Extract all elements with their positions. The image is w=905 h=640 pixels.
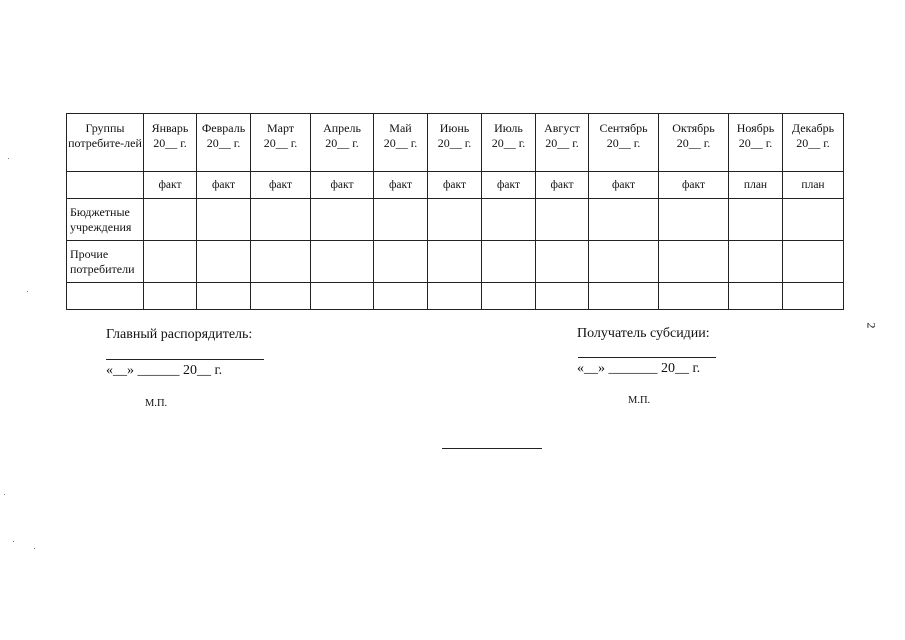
data-cell bbox=[428, 241, 482, 283]
data-cell bbox=[729, 241, 783, 283]
scan-speck bbox=[34, 548, 35, 549]
table-row bbox=[67, 283, 844, 310]
data-cell bbox=[783, 241, 844, 283]
month-header-apr: Апрель 20__ г. bbox=[311, 114, 374, 172]
subheader-cell: факт bbox=[659, 172, 729, 199]
date-line-left: «__» ______ 20__ г. bbox=[106, 363, 223, 378]
data-cell bbox=[589, 283, 659, 310]
subheader-cell: факт bbox=[197, 172, 251, 199]
data-cell bbox=[589, 241, 659, 283]
data-cell bbox=[659, 283, 729, 310]
data-cell bbox=[144, 283, 197, 310]
month-header-jul: Июль 20__ г. bbox=[482, 114, 536, 172]
month-header-feb: Февраль 20__ г. bbox=[197, 114, 251, 172]
month-header-jan: Январь 20__ г. bbox=[144, 114, 197, 172]
stamp-mark-right: М.П. bbox=[628, 395, 651, 406]
data-cell bbox=[251, 283, 311, 310]
subheader-cell: факт bbox=[589, 172, 659, 199]
data-cell bbox=[374, 199, 428, 241]
subsidy-recipient-label: Получатель субсидии: bbox=[577, 326, 710, 341]
data-cell bbox=[197, 283, 251, 310]
data-cell bbox=[729, 283, 783, 310]
data-cell bbox=[482, 283, 536, 310]
data-cell bbox=[374, 283, 428, 310]
data-cell bbox=[144, 199, 197, 241]
data-cell bbox=[482, 199, 536, 241]
data-cell bbox=[374, 241, 428, 283]
table-row bbox=[67, 199, 844, 241]
data-cell bbox=[659, 199, 729, 241]
month-header-dec: Декабрь 20__ г. bbox=[783, 114, 844, 172]
date-line-right: «__» _______ 20__ г. bbox=[577, 361, 701, 376]
subheader-cell: факт bbox=[311, 172, 374, 199]
data-cell bbox=[311, 199, 374, 241]
subheader-cell: факт bbox=[428, 172, 482, 199]
table-row bbox=[67, 241, 844, 283]
month-header-row bbox=[67, 114, 844, 172]
consumption-table bbox=[66, 113, 844, 310]
month-header-mar: Март 20__ г. bbox=[251, 114, 311, 172]
separator-line bbox=[442, 448, 542, 449]
month-header-aug: Август 20__ г. bbox=[536, 114, 589, 172]
data-cell bbox=[536, 283, 589, 310]
page-number: 2 bbox=[864, 322, 879, 329]
data-cell bbox=[311, 283, 374, 310]
data-cell bbox=[428, 283, 482, 310]
subheader-cell: план bbox=[729, 172, 783, 199]
row-label-budget-institutions: Бюджетные учреждения bbox=[67, 199, 144, 241]
data-cell bbox=[729, 199, 783, 241]
data-cell bbox=[197, 241, 251, 283]
data-cell bbox=[482, 241, 536, 283]
signature-line bbox=[106, 359, 264, 360]
month-header-jun: Июнь 20__ г. bbox=[428, 114, 482, 172]
subheader-cell: факт bbox=[251, 172, 311, 199]
subheader-cell: факт bbox=[482, 172, 536, 199]
fact-plan-row bbox=[67, 172, 844, 199]
data-cell bbox=[783, 283, 844, 310]
data-cell bbox=[428, 199, 482, 241]
signature-line bbox=[578, 357, 716, 358]
consumer-groups-header: Группы потребите-лей bbox=[67, 114, 144, 172]
subheader-cell: факт bbox=[536, 172, 589, 199]
month-header-nov: Ноябрь 20__ г. bbox=[729, 114, 783, 172]
data-cell bbox=[197, 199, 251, 241]
month-header-sep: Сентябрь 20__ г. bbox=[589, 114, 659, 172]
stamp-mark-left: М.П. bbox=[145, 398, 168, 409]
scan-speck bbox=[13, 541, 14, 542]
data-cell bbox=[311, 241, 374, 283]
subheader-cell: факт bbox=[374, 172, 428, 199]
data-cell bbox=[659, 241, 729, 283]
row-label-other-consumers: Прочие потребители bbox=[67, 241, 144, 283]
scan-speck bbox=[8, 158, 9, 159]
data-cell bbox=[536, 199, 589, 241]
row-label-empty bbox=[67, 283, 144, 310]
data-cell bbox=[251, 199, 311, 241]
subheader-cell: факт bbox=[144, 172, 197, 199]
scan-speck bbox=[4, 494, 5, 495]
month-header-oct: Октябрь 20__ г. bbox=[659, 114, 729, 172]
data-cell bbox=[536, 241, 589, 283]
data-cell bbox=[589, 199, 659, 241]
data-cell bbox=[251, 241, 311, 283]
scan-speck bbox=[27, 291, 28, 292]
data-cell bbox=[144, 241, 197, 283]
empty-cell bbox=[67, 172, 144, 199]
chief-administrator-label: Главный распорядитель: bbox=[106, 327, 253, 342]
month-header-may: Май 20__ г. bbox=[374, 114, 428, 172]
data-cell bbox=[783, 199, 844, 241]
subheader-cell: план bbox=[783, 172, 844, 199]
